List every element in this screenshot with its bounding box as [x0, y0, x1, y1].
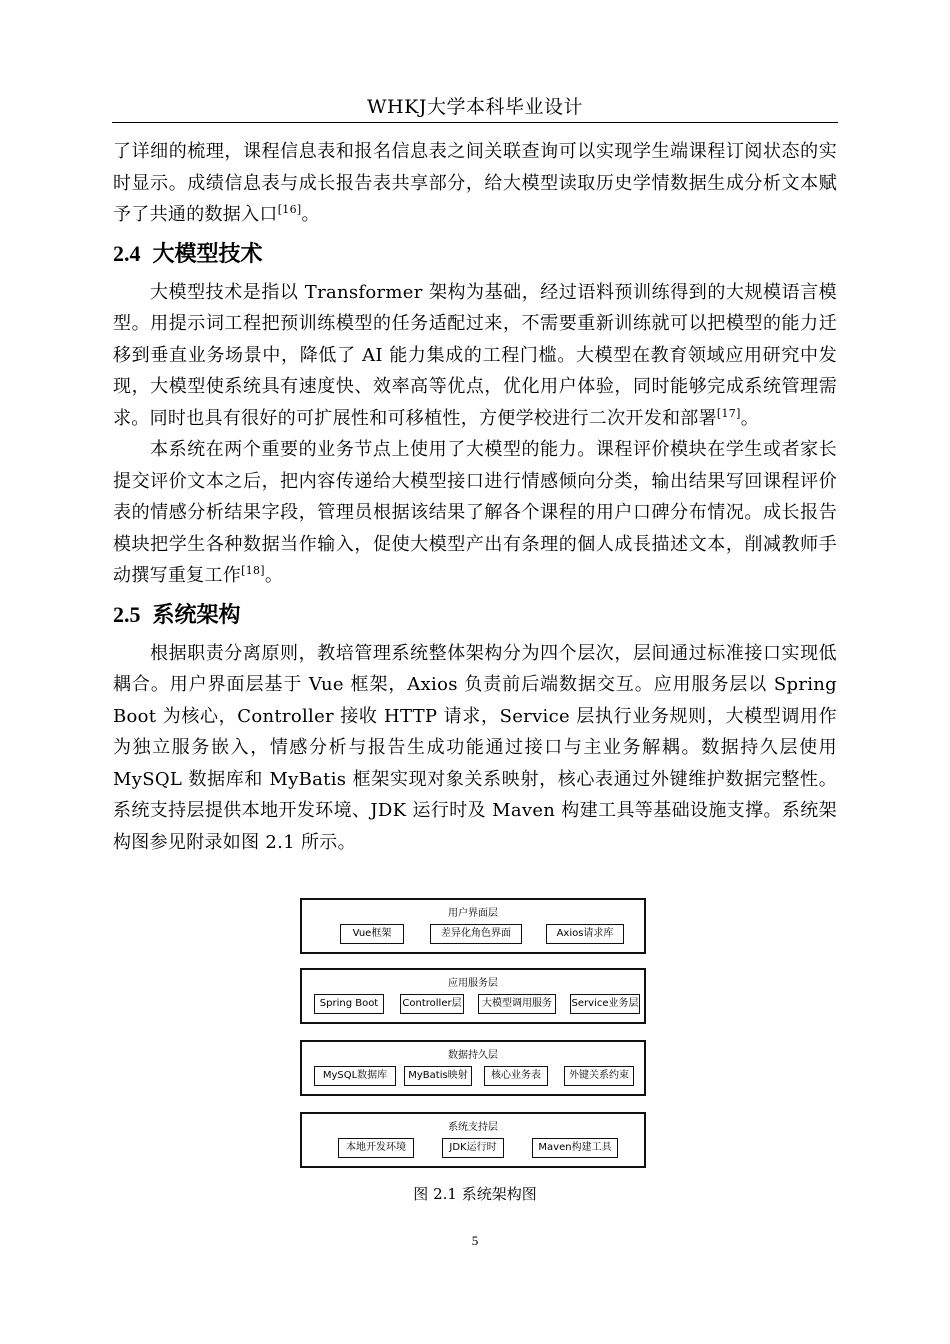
node-jdk: JDK运行时 — [442, 1138, 504, 1158]
node-llm-service: 大模型调用服务 — [478, 994, 556, 1014]
node-mybatis: MyBatis映射 — [404, 1066, 472, 1086]
node-core-tables: 核心业务表 — [484, 1066, 548, 1086]
node-local-env: 本地开发环境 — [338, 1138, 414, 1158]
section-title: 系统架构 — [152, 602, 241, 628]
paragraph-llm-intro — [113, 277, 837, 435]
section-title: 大模型技术 — [152, 241, 263, 267]
node-controller: Controller层 — [400, 994, 464, 1014]
section-number: 2.5 — [113, 601, 141, 627]
node-spring-boot: Spring Boot — [314, 994, 384, 1014]
paragraph-llm-usage — [113, 434, 837, 592]
body-text — [113, 136, 837, 858]
citation: [17] — [716, 406, 741, 420]
layer-ui — [300, 898, 646, 954]
layer-title: 系统支持层 — [448, 1122, 498, 1133]
layer-title: 应用服务层 — [448, 978, 498, 989]
paragraph-text: 大模型技术是指以 Transformer 架构为基础，经过语料预训练得到的大规模语言模型。用提示词工程把预训练模型的任务适配过来，不需要重新训练就可以把模型的能力迁移到垂直业务场景中，降低了 AI 能力集成的工程门槛。大模型在教育领域应用研究中发现，大模型使系统具有速度快、效率高等优点，优化用户体验，同时能够完成系统管理需求。同时也具有很好的可扩展性和可移植性，方便学校进行二次开发和部署 — [113, 281, 837, 429]
layer-title: 用户界面层 — [448, 908, 498, 919]
layer-title: 数据持久层 — [448, 1050, 498, 1061]
paragraph-continued — [113, 136, 837, 231]
paragraph-end: 。 — [264, 565, 284, 586]
node-axios: Axios请求库 — [546, 924, 624, 944]
paragraph-text: 了详细的梳理，课程信息表和报名信息表之间关联查询可以实现学生端课程订阅状态的实时显示。成绩信息表与成长报告表共享部分，给大模型读取历史学情数据生成分析文本赋予了共通的数据入口 — [113, 141, 837, 225]
node-maven: Maven构建工具 — [532, 1138, 618, 1158]
citation: [18] — [241, 564, 265, 577]
figure-caption: 图 2.1 系统架构图 — [413, 1185, 537, 1203]
layer-persistence — [300, 1040, 646, 1096]
section-heading-2-5 — [113, 599, 837, 632]
section-heading-2-4 — [113, 238, 837, 271]
layer-support — [300, 1112, 646, 1168]
node-service-layer: Service业务层 — [570, 994, 640, 1014]
paragraph-text: 根据职责分离原则，教培管理系统整体架构分为四个层次，层间通过标准接口实现低耦合。用户界面层基于 Vue 框架，Axios 负责前后端数据交互。应用服务层以 Spring Boot 为核心，Controller 接收 HTTP 请求，Service 层执行业务规则，大模型调用作为独立服务嵌入，情感分析与报告生成功能通过接口与主业务解耦。数据持久层使用 MySQL 数据库和 MyBatis 框架实现对象关系映射，核心表通过外键维护数据完整性。系统支持层提供本地开发环境、JDK 运行时及 Maven 构建工具等基础设施支撑。系统架构图参见附录如图 2.1 所示。 — [113, 642, 837, 853]
page-number: 5 — [471, 1233, 479, 1248]
node-role-ui: 差异化角色界面 — [430, 924, 522, 944]
paragraph-end: 。 — [301, 204, 320, 225]
section-number: 2.4 — [113, 240, 141, 266]
layer-service — [300, 968, 646, 1024]
running-header: WHKJ大学本科毕业设计 — [367, 96, 583, 118]
header-rule — [112, 122, 838, 123]
node-foreign-keys: 外键关系约束 — [564, 1066, 634, 1086]
paragraph-end: 。 — [740, 407, 759, 429]
node-vue: Vue框架 — [340, 924, 404, 944]
paragraph-architecture — [113, 638, 837, 859]
paragraph-text: 本系统在两个重要的业务节点上使用了大模型的能力。课程评价模块在学生或者家长提交评价文本之后，把内容传递给大模型接口进行情感倾向分类，输出结果写回课程评价表的情感分析结果字段，管理员根据该结果了解各个课程的用户口碑分布情况。成长报告模块把学生各种数据当作输入，促使大模型产出有条理的個人成長描述文本，削减教师手动撰写重复工作 — [113, 439, 837, 586]
citation: [16] — [277, 203, 302, 216]
node-mysql: MySQL数据库 — [314, 1066, 396, 1086]
